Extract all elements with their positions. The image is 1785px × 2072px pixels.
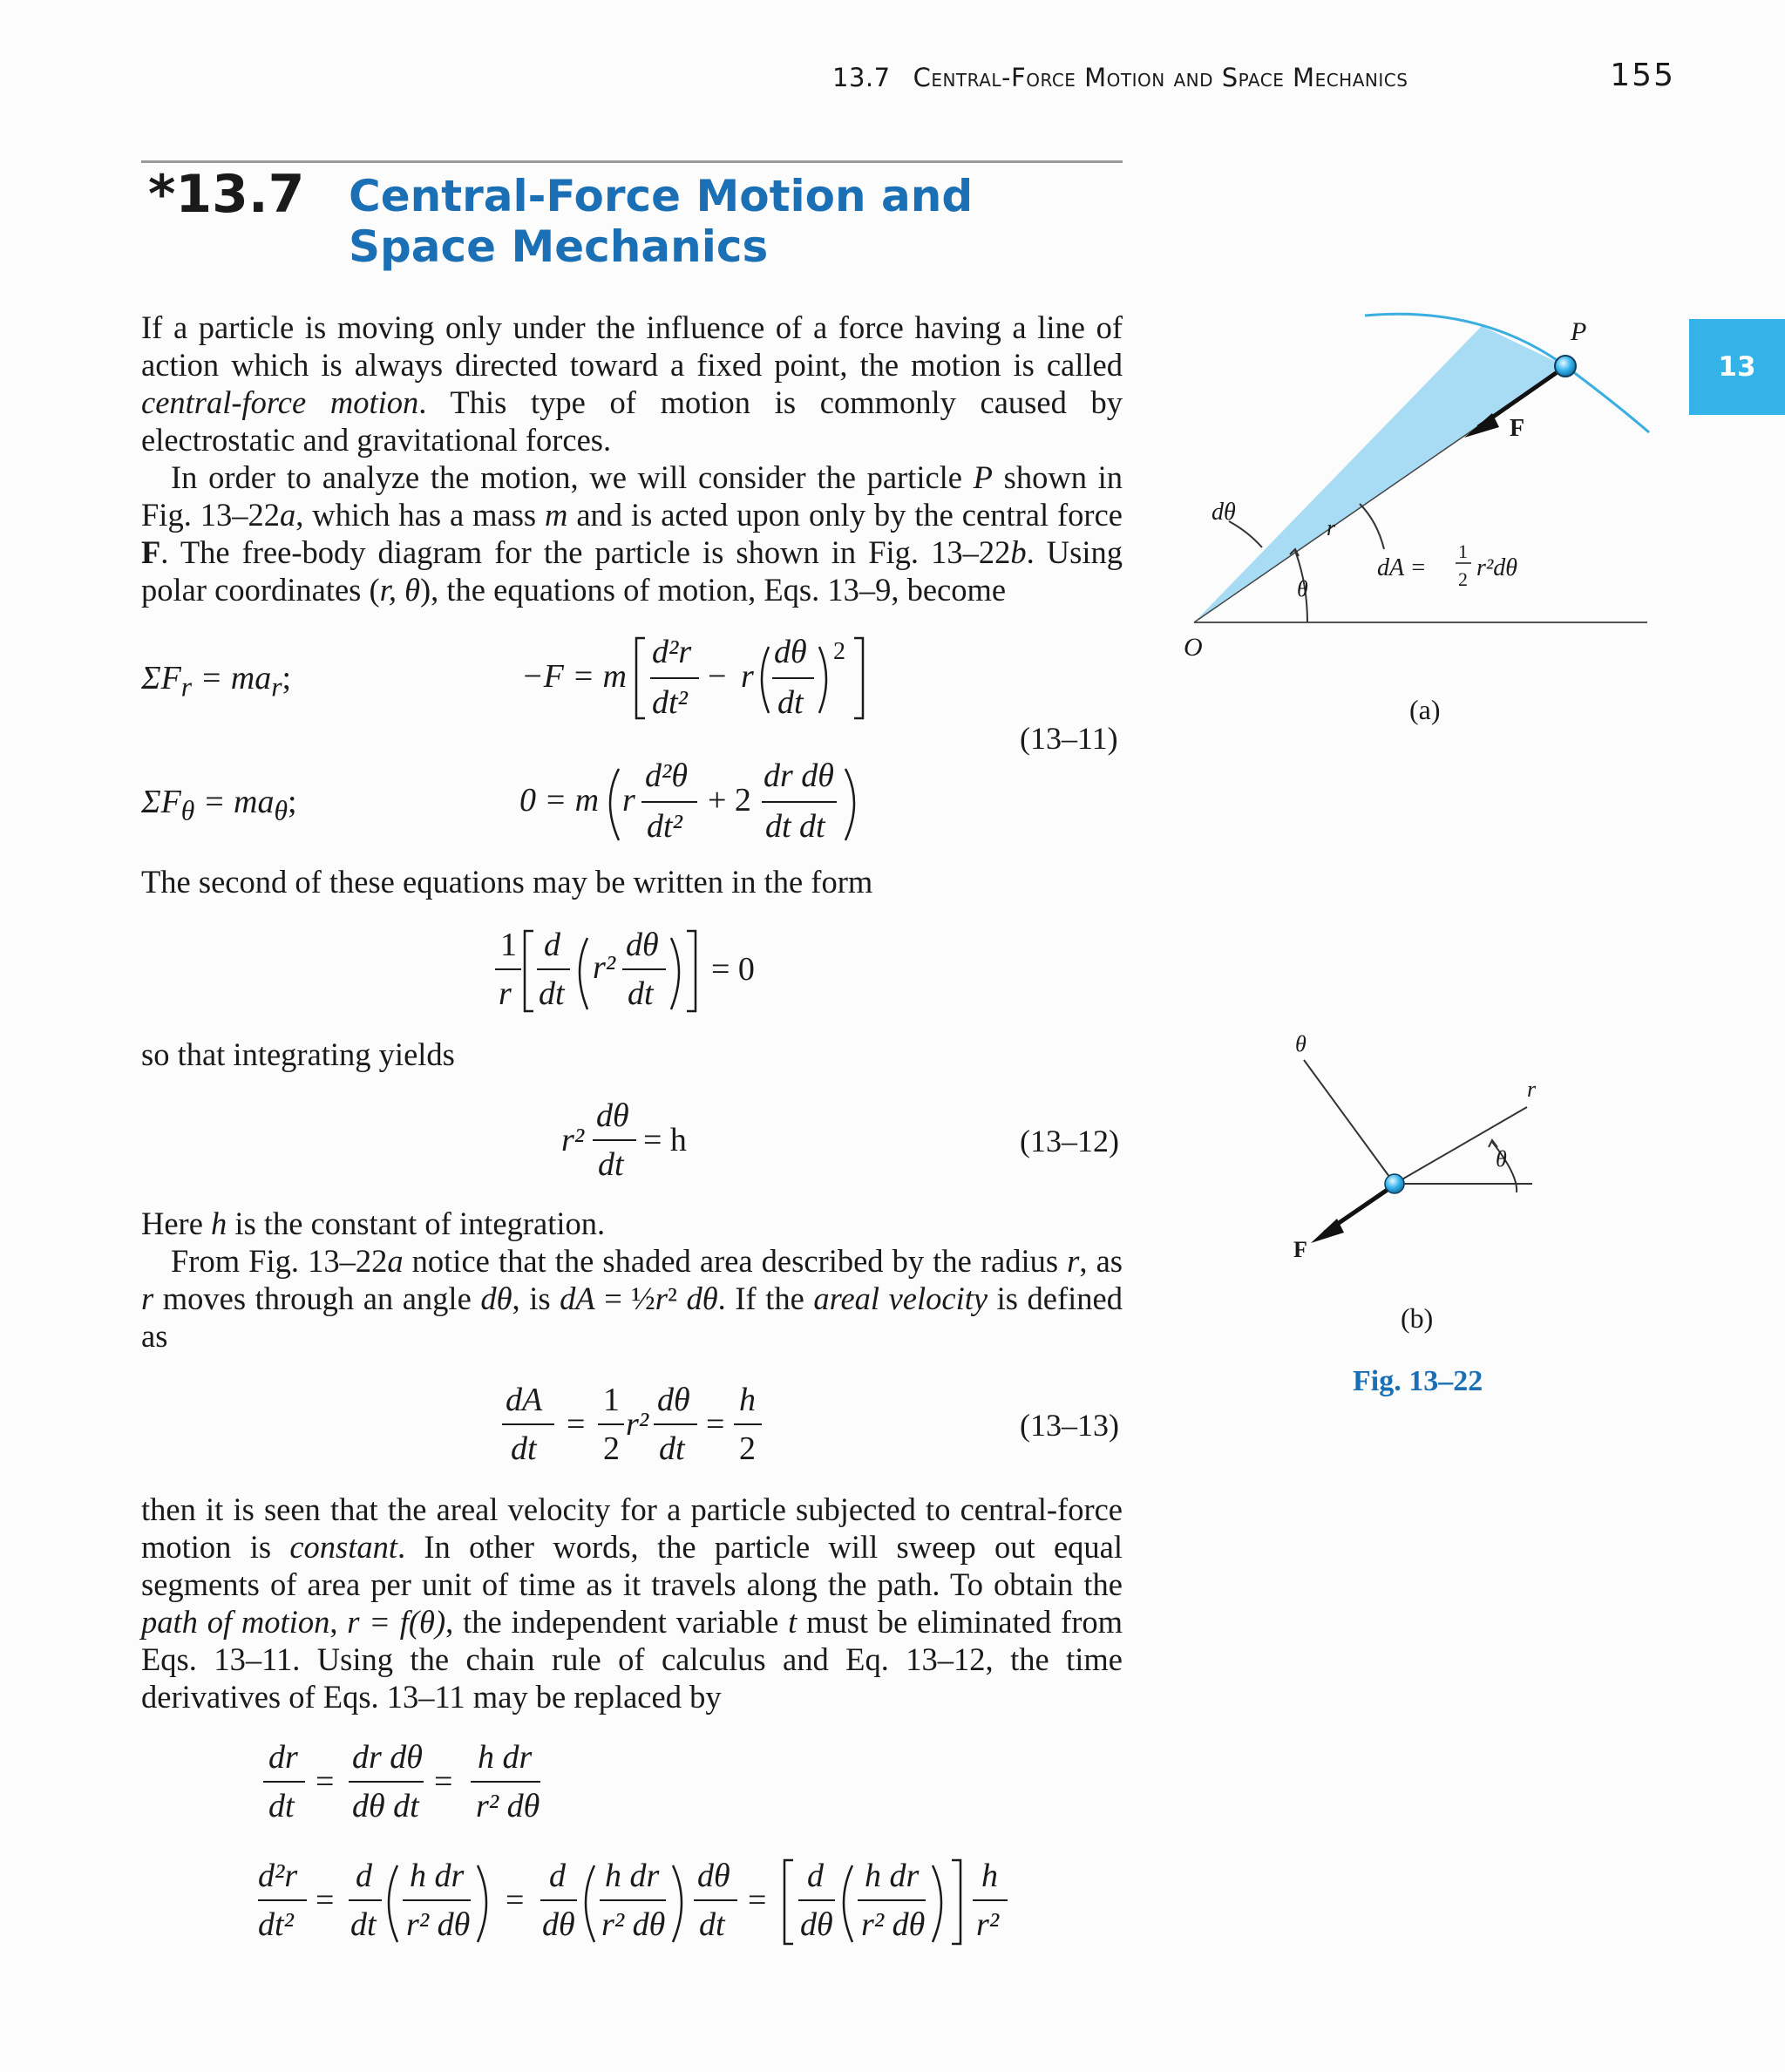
label-b-F: F bbox=[1293, 1237, 1307, 1262]
svg-text:=: = bbox=[706, 1406, 725, 1443]
page-number: 155 bbox=[1610, 58, 1675, 93]
paragraph-5: Here h is the constant of integration. bbox=[141, 1206, 606, 1241]
svg-text:2: 2 bbox=[739, 1430, 756, 1467]
svg-text:=: = bbox=[434, 1763, 453, 1800]
figure-title: Fig. 13–22 bbox=[1353, 1365, 1483, 1397]
label-b-theta: θ bbox=[1496, 1146, 1507, 1172]
equation-chain-2 bbox=[253, 1850, 1037, 1954]
eq-number-13-11: (13–11) bbox=[1020, 721, 1118, 756]
equation-form bbox=[488, 922, 784, 1018]
label-r: r bbox=[1327, 515, 1336, 540]
svg-text:2: 2 bbox=[833, 638, 845, 665]
svg-text:1: 1 bbox=[603, 1382, 620, 1418]
section-number: *13.7 bbox=[148, 164, 305, 225]
section-rule bbox=[141, 160, 1123, 163]
svg-text:r² dθ: r² dθ bbox=[476, 1788, 540, 1824]
equation-13-12 bbox=[558, 1093, 732, 1189]
svg-text:d: d bbox=[807, 1858, 824, 1894]
svg-text:dt: dt bbox=[268, 1788, 295, 1824]
paragraph-2: In order to analyze the motion, we will consider the particle P shown in Fig. 13–22a, which has a mass m and is acted upon only by the central force F. The free-body diagram for the particle is shown in Fig. 13–22b. Using polar coordinates (r, θ), the equations of motion, Eqs. 13–9, become bbox=[141, 459, 1123, 608]
svg-text:d: d bbox=[356, 1858, 372, 1894]
svg-text:dθ: dθ bbox=[596, 1097, 629, 1134]
svg-text:dθ: dθ bbox=[657, 1382, 690, 1418]
svg-text:dt: dt bbox=[539, 975, 565, 1012]
svg-text:dt: dt bbox=[511, 1430, 537, 1467]
eq2-lhs: 0 = m bbox=[519, 782, 600, 819]
svg-text:dt²: dt² bbox=[258, 1906, 294, 1943]
section-title: Central-Force Motion and Space Mechanics bbox=[349, 171, 974, 272]
svg-text:=: = bbox=[506, 1882, 525, 1919]
svg-text:dθ: dθ bbox=[800, 1906, 833, 1943]
svg-text:h dr: h dr bbox=[605, 1858, 660, 1894]
svg-text:2: 2 bbox=[1458, 568, 1468, 590]
svg-text:dt: dt bbox=[777, 684, 804, 721]
svg-text:−: − bbox=[708, 658, 727, 695]
figure-13-22b bbox=[1273, 1029, 1551, 1273]
svg-text:dθ: dθ bbox=[774, 634, 807, 670]
paragraph-4: so that integrating yields bbox=[141, 1036, 455, 1072]
svg-text:r² dθ: r² dθ bbox=[601, 1906, 666, 1943]
label-dA: dA = bbox=[1377, 554, 1427, 581]
svg-text:h dr: h dr bbox=[410, 1858, 465, 1894]
svg-text:d²θ: d²θ bbox=[645, 757, 689, 794]
svg-text:d²r: d²r bbox=[652, 634, 692, 670]
svg-text:r: r bbox=[622, 782, 635, 819]
eq-label-transverse: $\Sigma F_\theta = ma_\theta$; bbox=[141, 784, 297, 826]
svg-text:=: = bbox=[316, 1763, 335, 1800]
svg-text:r² dθ: r² dθ bbox=[406, 1906, 471, 1943]
label-dA-tail: r²dθ bbox=[1476, 554, 1518, 581]
svg-text:h: h bbox=[739, 1382, 756, 1418]
dA-leader bbox=[1360, 504, 1384, 549]
svg-text:r²: r² bbox=[976, 1906, 1000, 1943]
svg-text:1: 1 bbox=[500, 927, 517, 963]
r-direction-line bbox=[1395, 1107, 1527, 1184]
svg-text:=: = bbox=[748, 1882, 767, 1919]
caption-a: (a) bbox=[1409, 694, 1441, 725]
svg-text:dt: dt bbox=[699, 1906, 725, 1943]
svg-text:=: = bbox=[316, 1882, 335, 1919]
svg-text:r²: r² bbox=[561, 1122, 585, 1158]
svg-text:dt: dt bbox=[350, 1906, 377, 1943]
svg-text:dθ dt: dθ dt bbox=[352, 1788, 419, 1824]
svg-text:2: 2 bbox=[603, 1430, 620, 1467]
svg-text:dt: dt bbox=[628, 975, 654, 1012]
running-head bbox=[832, 63, 1408, 92]
label-dtheta: dθ bbox=[1211, 499, 1236, 526]
svg-text:d: d bbox=[549, 1858, 566, 1894]
svg-text:dθ: dθ bbox=[697, 1858, 730, 1894]
svg-text:r² dθ: r² dθ bbox=[861, 1906, 926, 1943]
svg-text:dt²: dt² bbox=[647, 808, 682, 845]
svg-text:r²: r² bbox=[626, 1406, 649, 1443]
svg-text:dA: dA bbox=[506, 1382, 543, 1418]
svg-text:dt²: dt² bbox=[652, 684, 688, 721]
particle-b bbox=[1385, 1174, 1404, 1193]
svg-text:r: r bbox=[499, 975, 512, 1012]
equation-radial bbox=[514, 629, 880, 725]
paragraph-7: then it is seen that the areal velocity for a particle subjected to central-force motion is constant. In other words, the particle will sweep out equal segments of area per unit of time as it travels along the path. To obtain the path of motion, r = f(θ), the independent variable t must be eliminated from Eqs. 13–11. Using the chain rule of calculus and Eq. 13–12, the time derivatives of Eqs. 13–11 may be replaced by bbox=[141, 1491, 1123, 1715]
svg-text:1: 1 bbox=[1458, 540, 1468, 562]
chapter-tab[interactable]: 13 bbox=[1689, 319, 1785, 415]
svg-text:h: h bbox=[981, 1858, 998, 1894]
caption-b: (b) bbox=[1401, 1302, 1434, 1334]
svg-text:dr dθ: dr dθ bbox=[764, 757, 834, 794]
svg-text:dθ: dθ bbox=[626, 927, 659, 963]
figure-13-22a bbox=[1168, 296, 1656, 732]
eq-number-13-13: (13–13) bbox=[1020, 1408, 1119, 1443]
paragraph-5-6 bbox=[141, 1205, 1123, 1355]
svg-text:dt: dt bbox=[659, 1430, 685, 1467]
svg-text:+ 2: + 2 bbox=[708, 782, 751, 819]
equation-13-13 bbox=[497, 1377, 776, 1473]
svg-text:dr dθ: dr dθ bbox=[352, 1739, 423, 1776]
svg-text:=: = bbox=[567, 1406, 586, 1443]
eq-number-13-12: (13–12) bbox=[1020, 1124, 1119, 1158]
svg-text:r: r bbox=[741, 658, 754, 695]
eq3-rhs: = 0 bbox=[711, 951, 755, 988]
eq-label-radial: $\Sigma F_r = ma_r$; bbox=[141, 660, 292, 703]
svg-text:dt dt: dt dt bbox=[765, 808, 825, 845]
paragraph-3: The second of these equations may be written in the form bbox=[141, 864, 873, 900]
label-theta: θ bbox=[1297, 576, 1308, 601]
label-O: O bbox=[1184, 633, 1203, 662]
svg-text:h dr: h dr bbox=[478, 1739, 533, 1776]
running-head-title: Central-Force Motion and Space Mechanics bbox=[913, 63, 1408, 92]
paragraph-6: From Fig. 13–22a notice that the shaded area described by the radius r, as r moves through an angle dθ, is dA = ½r² dθ. If the areal velocity is defined as bbox=[141, 1243, 1123, 1354]
label-F: F bbox=[1510, 415, 1525, 442]
svg-text:dθ: dθ bbox=[542, 1906, 575, 1943]
particle-p bbox=[1555, 356, 1576, 377]
theta-direction-line bbox=[1304, 1060, 1395, 1184]
svg-text:r²: r² bbox=[593, 949, 616, 986]
equation-chain-1 bbox=[253, 1735, 567, 1831]
label-b-r: r bbox=[1527, 1077, 1537, 1102]
svg-text:d: d bbox=[544, 927, 560, 963]
equation-transverse bbox=[514, 753, 880, 849]
paragraph-1: If a particle is moving only under the influence of a force having a line of action which is always directed toward a fixed point, the motion is called central-force motion. This type of motion is commonly caused by electrostatic and gravitational forces. bbox=[141, 309, 1123, 458]
svg-text:d²r: d²r bbox=[258, 1858, 298, 1894]
eq4-rhs: = h bbox=[643, 1122, 687, 1158]
svg-text:dt: dt bbox=[598, 1146, 624, 1183]
svg-text:dr: dr bbox=[268, 1739, 298, 1776]
label-b-theta-top: θ bbox=[1295, 1031, 1307, 1056]
intro-paragraph bbox=[141, 309, 1123, 608]
label-P: P bbox=[1571, 317, 1587, 346]
eq1-lhs: −F = m bbox=[521, 658, 627, 695]
running-head-section: 13.7 bbox=[832, 63, 891, 92]
svg-text:h dr: h dr bbox=[865, 1858, 920, 1894]
